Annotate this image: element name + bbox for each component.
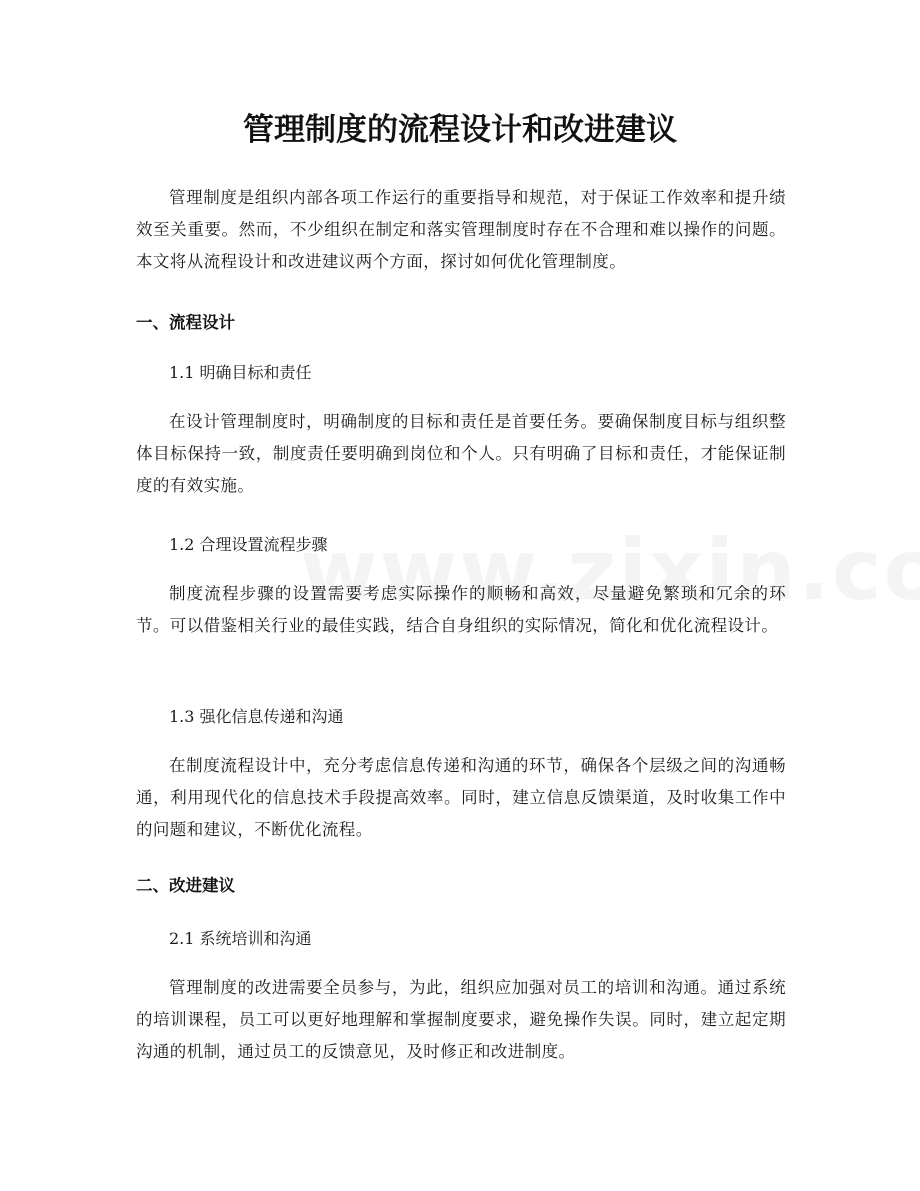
paragraph-2-1: 管理制度的改进需要全员参与，为此，组织应加强对员工的培训和沟通。通过系统的培训课程，员工可以更好地理解和掌握制度要求，避免操作失误。同时，建立起定期沟通的机制，通过员工的反馈意见，及时修正和改进制度。 (136, 978, 786, 1061)
intro-paragraph: 管理制度是组织内部各项工作运行的重要指导和规范，对于保证工作效率和提升绩效至关重要。然而，不少组织在制定和落实管理制度时存在不合理和难以操作的问题。本文将从流程设计和改进建议两个方面，探讨如何优化管理制度。 (136, 188, 786, 271)
subsection-heading-1-1: 1.1 明确目标和责任 (169, 363, 312, 382)
paragraph-1-1: 在设计管理制度时，明确制度的目标和责任是首要任务。要确保制度目标与组织整体目标保持一致，制度责任要明确到岗位和个人。只有明确了目标和责任，才能保证制度的有效实施。 (136, 412, 786, 495)
subsection-heading-2-1: 2.1 系统培训和沟通 (169, 929, 312, 948)
section-heading-process-design: 一、流程设计 (136, 313, 235, 332)
paragraph-1-2: 制度流程步骤的设置需要考虑实际操作的顺畅和高效，尽量避免繁琐和冗余的环节。可以借鉴相关行业的最佳实践，结合自身组织的实际情况，简化和优化流程设计。 (136, 584, 786, 635)
section-heading-improvement: 二、改进建议 (136, 876, 235, 895)
paragraph-1-3: 在制度流程设计中，充分考虑信息传递和沟通的环节，确保各个层级之间的沟通畅通，利用现代化的信息技术手段提高效率。同时，建立信息反馈渠道，及时收集工作中的问题和建议，不断优化流程。 (136, 756, 786, 839)
subsection-heading-1-2: 1.2 合理设置流程步骤 (169, 535, 328, 554)
subsection-heading-1-3: 1.3 强化信息传递和沟通 (169, 707, 344, 726)
document-title: 管理制度的流程设计和改进建议 (243, 112, 677, 148)
